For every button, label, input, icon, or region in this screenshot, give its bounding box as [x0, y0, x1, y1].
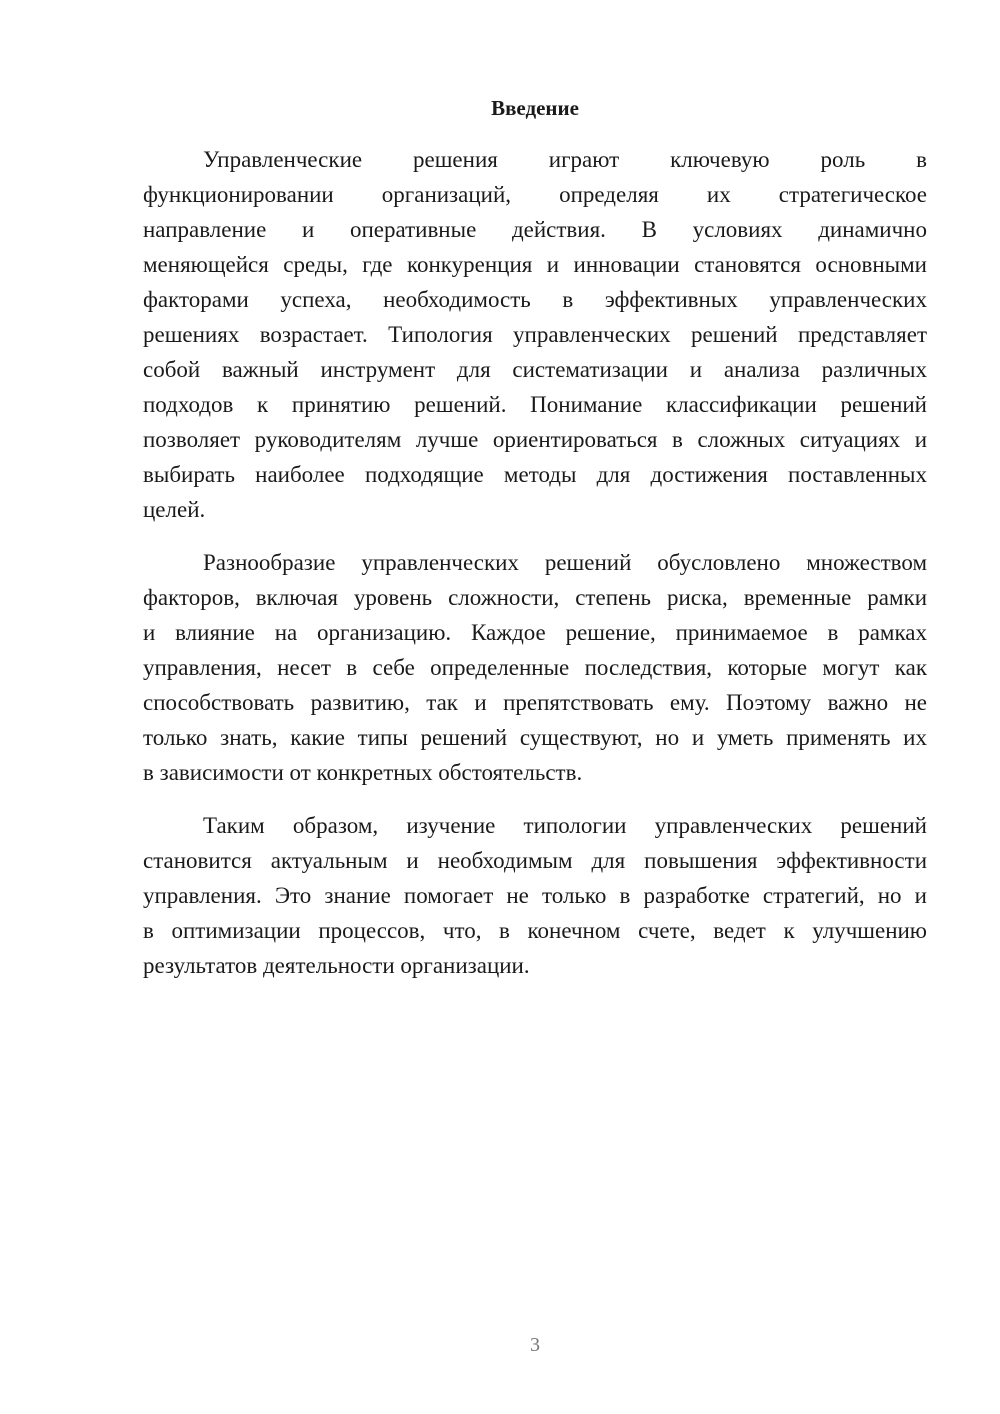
paragraph-line: позволяет руководителям лучше ориентироваться в сложных ситуациях и: [143, 427, 927, 452]
paragraph-line: факторами успеха, необходимость в эффективных управленческих: [143, 287, 927, 312]
paragraph-line: выбирать наиболее подходящие методы для достижения поставленных: [143, 462, 927, 487]
paragraph: [143, 808, 927, 983]
paragraph-line: меняющейся среды, где конкуренция и инновации становятся основными: [143, 252, 927, 277]
paragraph-line: направление и оперативные действия. В условиях динамично: [143, 217, 927, 242]
paragraph-line: результатов деятельности организации.: [143, 953, 530, 978]
paragraph-line: Разнообразие управленческих решений обусловлено множеством: [203, 550, 927, 575]
paragraph-line: только знать, какие типы решений существуют, но и уметь применять их: [143, 725, 927, 750]
page-number: 3: [530, 1334, 540, 1356]
section-title: Введение: [491, 96, 579, 120]
paragraph-line: Управленческие решения играют ключевую роль в: [203, 147, 927, 172]
paragraph-line: управления, несет в себе определенные последствия, которые могут как: [143, 655, 927, 680]
paragraph-line: в зависимости от конкретных обстоятельств.: [143, 760, 583, 785]
paragraph-line: способствовать развитию, так и препятствовать ему. Поэтому важно не: [143, 690, 927, 715]
paragraph-line: и влияние на организацию. Каждое решение, принимаемое в рамках: [143, 620, 927, 645]
paragraph-line: функционировании организаций, определяя их стратегическое: [143, 182, 927, 207]
paragraph-line: факторов, включая уровень сложности, степень риска, временные рамки: [143, 585, 927, 610]
paragraph-line: становится актуальным и необходимым для повышения эффективности: [143, 848, 927, 873]
paragraph: [143, 545, 927, 790]
paragraph-line: Таким образом, изучение типологии управленческих решений: [203, 813, 927, 838]
document-body: [143, 142, 927, 1001]
paragraph-line: решениях возрастает. Типология управленческих решений представляет: [143, 322, 927, 347]
paragraph: [143, 142, 927, 527]
paragraph-line: подходов к принятию решений. Понимание классификации решений: [143, 392, 927, 417]
paragraph-line: управления. Это знание помогает не только в разработке стратегий, но и: [143, 883, 927, 908]
paragraph-line: в оптимизации процессов, что, в конечном счете, ведет к улучшению: [143, 918, 927, 943]
paragraph-line: собой важный инструмент для систематизации и анализа различных: [143, 357, 927, 382]
paragraph-line: целей.: [143, 497, 206, 522]
